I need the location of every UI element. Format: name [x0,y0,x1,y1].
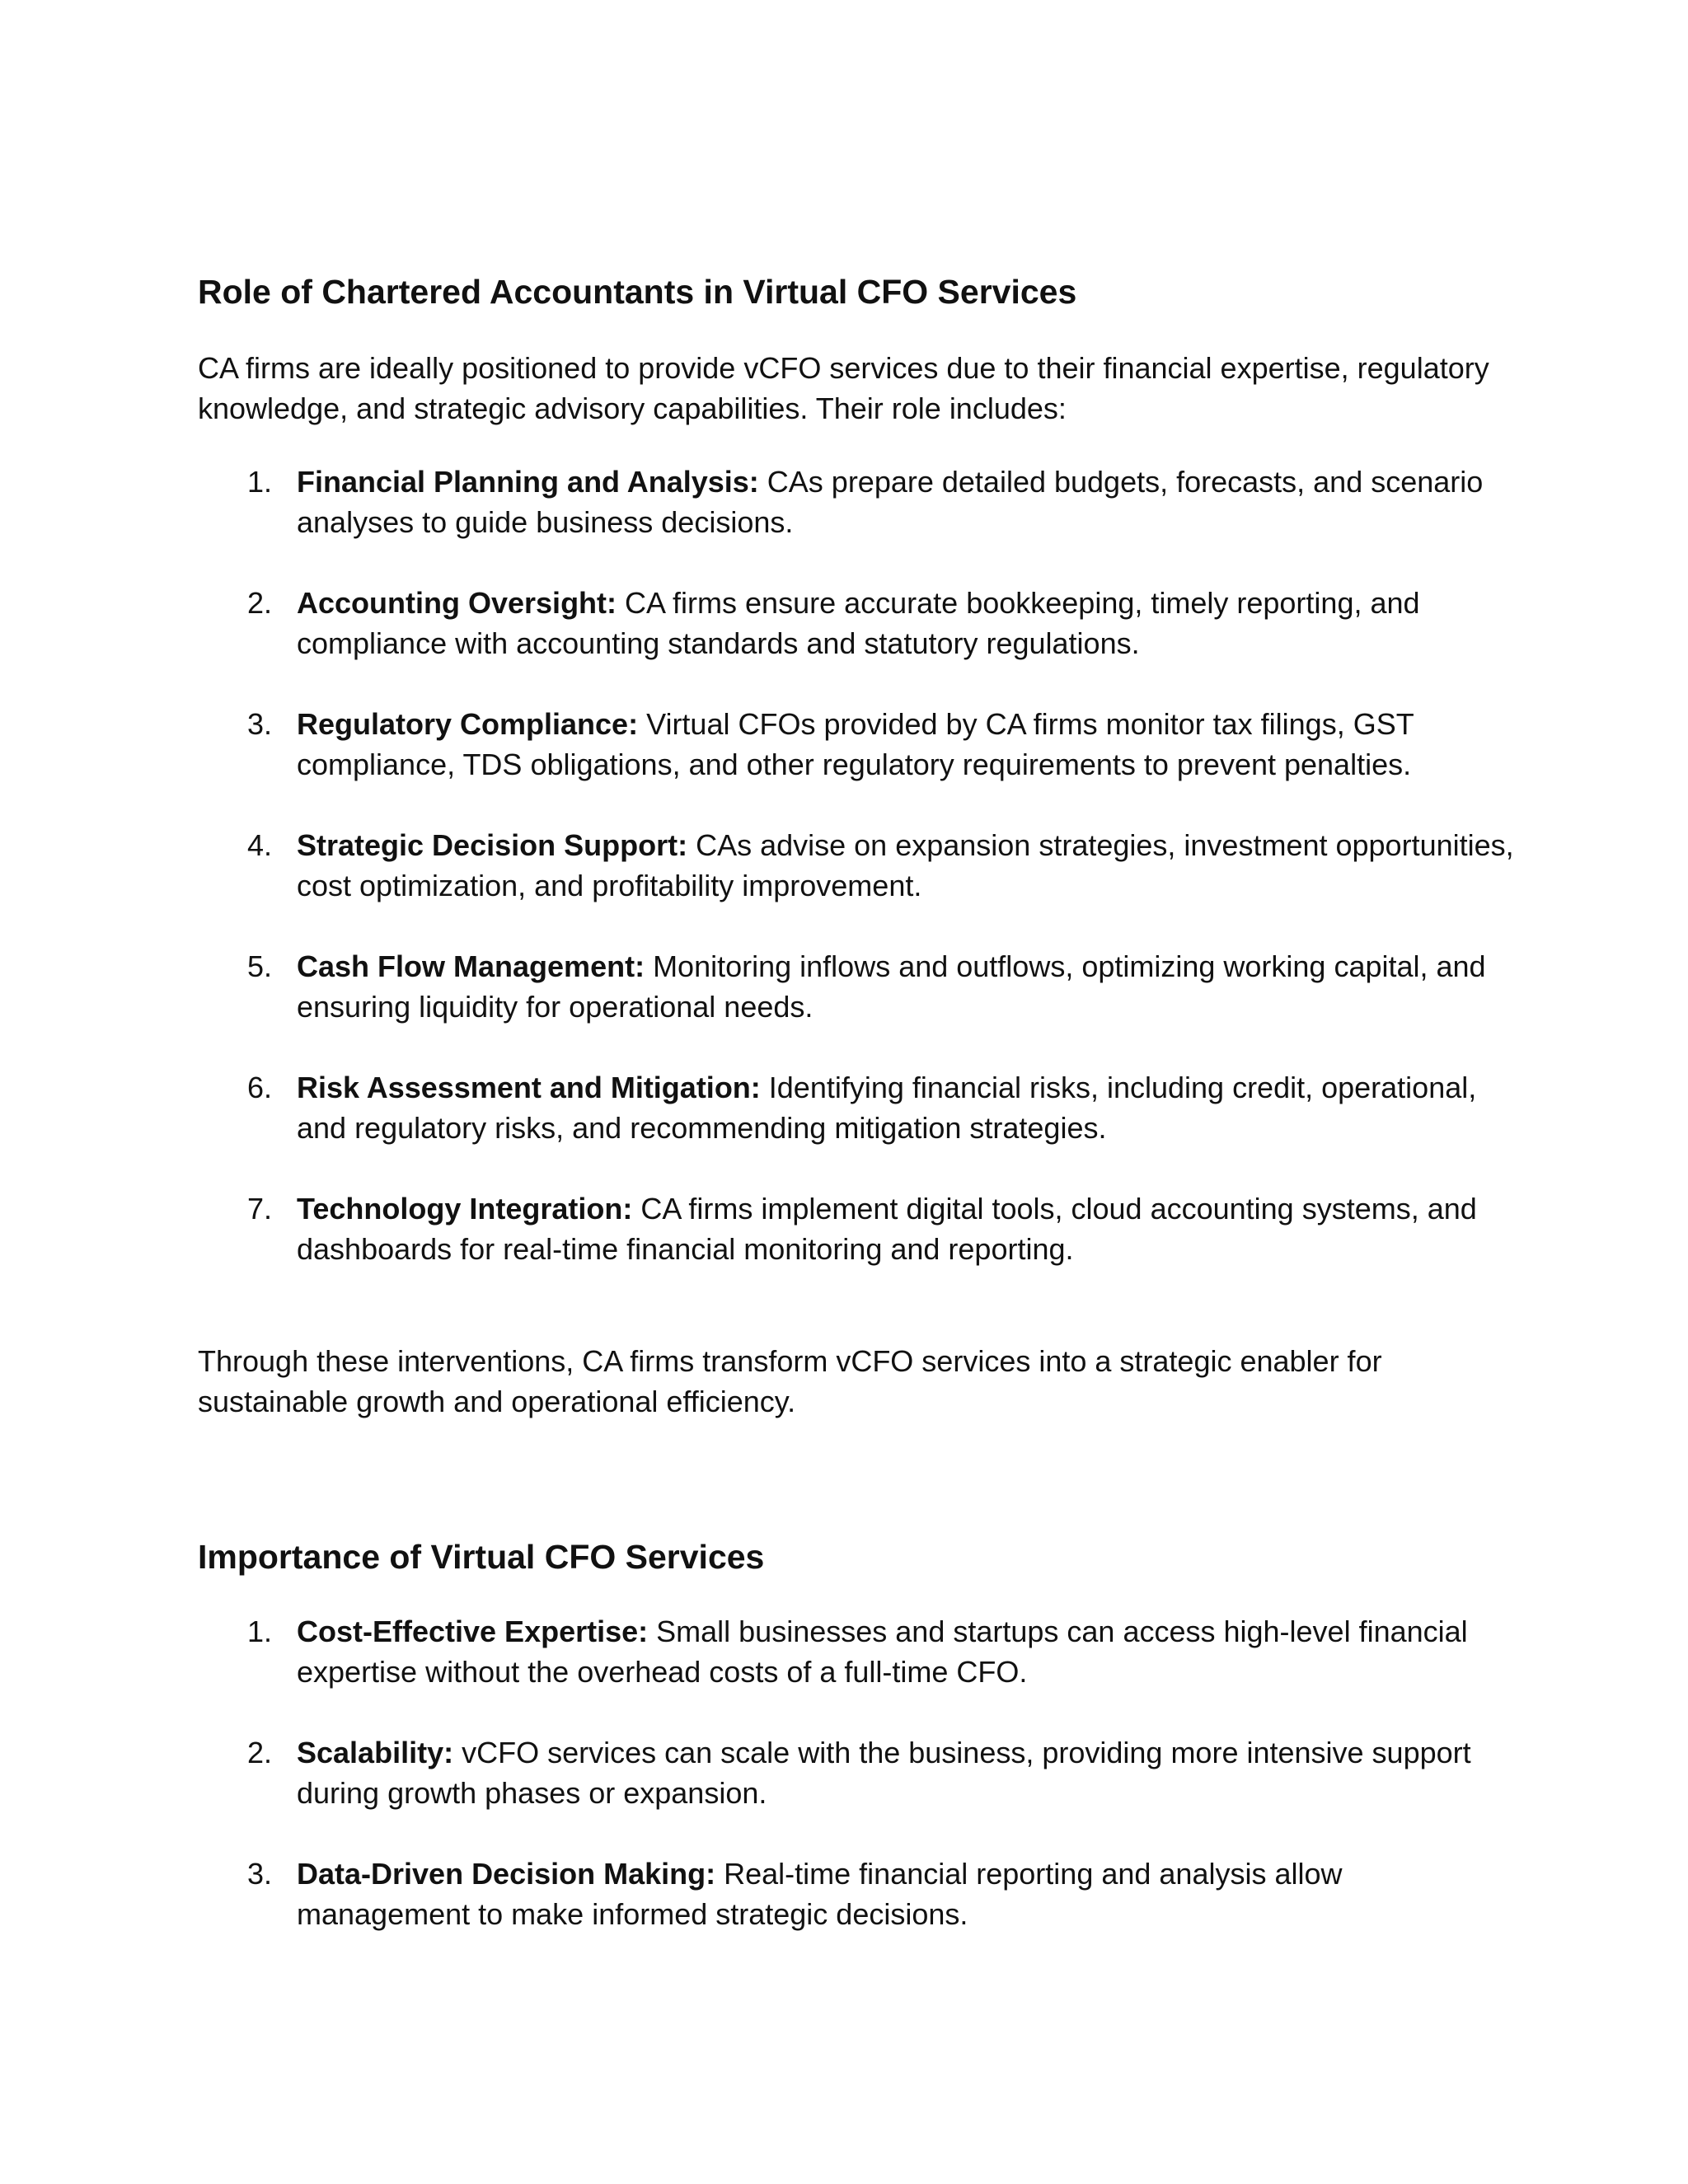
list-text: Virtual CFOs provided by CA firms monitor tax filings, GST compliance, TDS obligations, and other regulatory requirements to prevent penalties. [297,707,1414,781]
list-item [198,1854,1517,1934]
list-number: 3. [247,1857,273,1891]
list-term: Cost-Effective Expertise: [297,1615,649,1648]
list-term: Financial Planning and Analysis: [297,465,759,499]
outro-paragraph: Through these interventions, CA firms transform vCFO services into a strategic enabler for sustainable growth and operational efficiency. [198,1344,1382,1418]
list-term: Regulatory Compliance: [297,707,639,741]
list-item [198,825,1517,906]
list-number: 6. [247,1071,273,1104]
list-number: 4. [247,828,273,862]
list-number: 3. [247,707,273,741]
list-number: 1. [247,1615,273,1648]
list-number: 2. [247,586,273,620]
list-text: vCFO services can scale with the business, providing more intensive support during growth phases or expansion. [297,1736,1471,1810]
section-heading-importance: Importance of Virtual CFO Services [198,1538,765,1576]
list-number: 2. [247,1736,273,1769]
list-text: Monitoring inflows and outflows, optimizing working capital, and ensuring liquidity for operational needs. [297,949,1486,1024]
list-text: CA firms ensure accurate bookkeeping, timely reporting, and compliance with accounting standards and statutory regulations. [297,586,1420,660]
list-number: 5. [247,949,273,983]
list-number: 1. [247,465,273,499]
list-item [198,704,1517,785]
list-text: Small businesses and startups can access high-level financial expertise without the overhead costs of a full-time CFO. [297,1615,1468,1689]
list-text: CAs prepare detailed budgets, forecasts, and scenario analyses to guide business decisions. [297,465,1484,539]
list-term: Cash Flow Management: [297,949,645,983]
document-page [198,272,1517,1934]
list-item [198,1611,1517,1692]
list-item [198,1188,1517,1269]
list-item [198,1067,1517,1148]
list-term: Risk Assessment and Mitigation: [297,1071,761,1104]
list-number: 7. [247,1192,273,1226]
list-item [198,583,1517,663]
role-list [198,462,1517,1269]
list-text: CA firms implement digital tools, cloud accounting systems, and dashboards for real-time financial monitoring and reporting. [297,1192,1477,1266]
list-text: CAs advise on expansion strategies, investment opportunities, cost optimization, and profitability improvement. [297,828,1514,902]
list-item [198,1732,1517,1813]
list-item [198,946,1517,1027]
list-term: Scalability: [297,1736,454,1769]
section-heading-role-of-cas: Role of Chartered Accountants in Virtual CFO Services [198,273,1077,311]
importance-list [198,1611,1517,1934]
list-text: Real-time financial reporting and analysis allow management to make informed strategic decisions. [297,1857,1343,1931]
list-text: Identifying financial risks, including credit, operational, and regulatory risks, and recommending mitigation strategies. [297,1071,1477,1145]
list-term: Technology Integration: [297,1192,633,1226]
list-item [198,462,1517,542]
list-term: Strategic Decision Support: [297,828,688,862]
list-term: Accounting Oversight: [297,586,617,620]
list-term: Data-Driven Decision Making: [297,1857,716,1891]
intro-paragraph: CA firms are ideally positioned to provide vCFO services due to their financial expertise, regulatory knowledge, and strategic advisory capabilities. Their role includes: [198,351,1489,425]
